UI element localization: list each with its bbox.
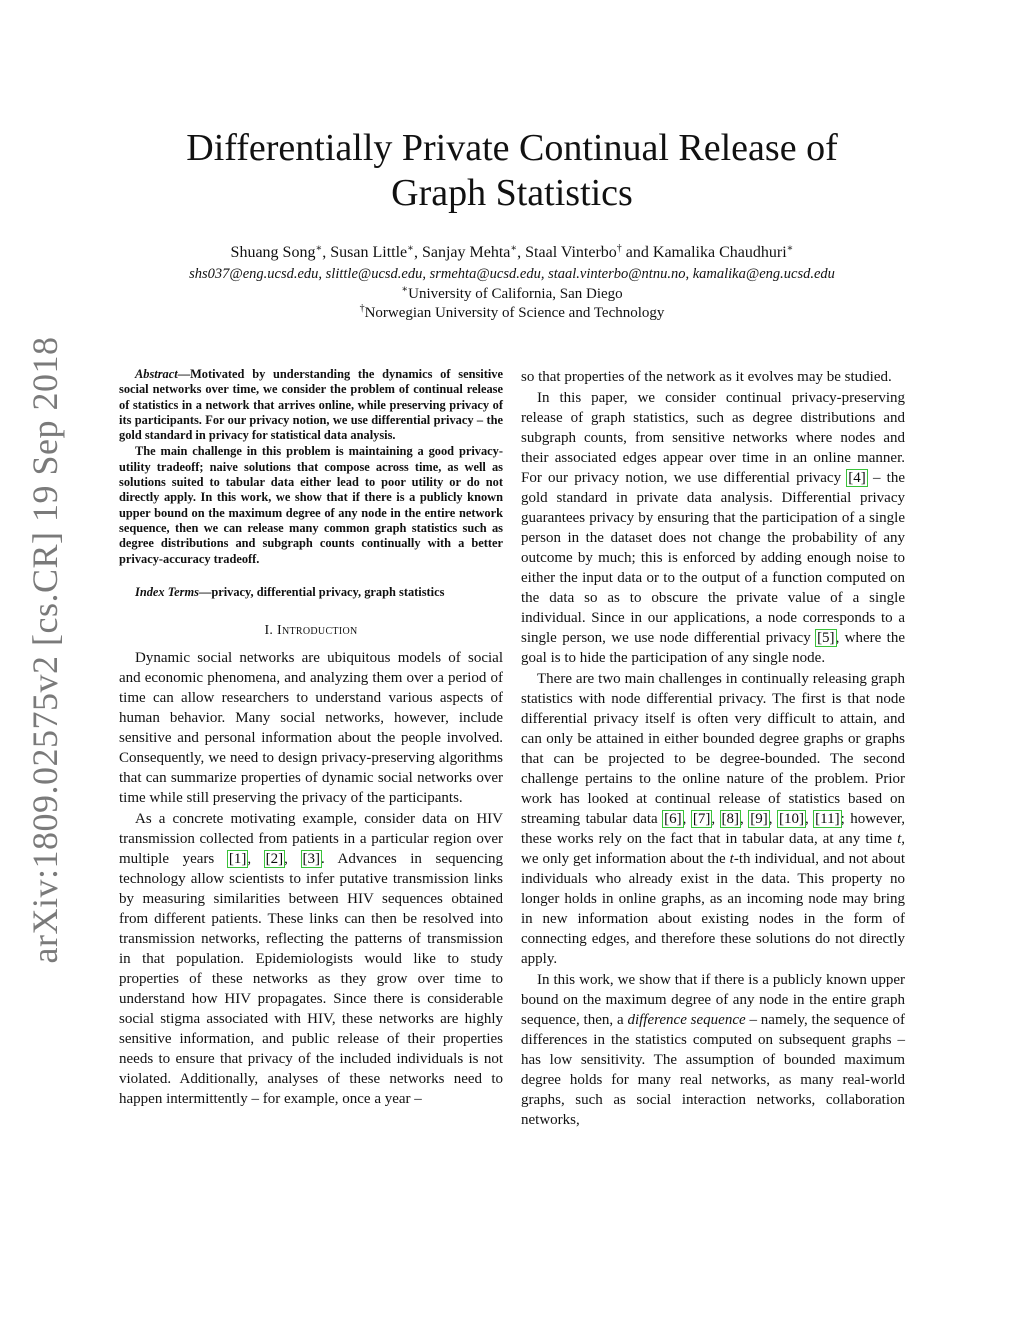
separator: , xyxy=(740,811,750,827)
arxiv-sidebar-identifier xyxy=(22,336,68,964)
abstract-paragraph-1 xyxy=(119,367,503,443)
intro-paragraph-5 xyxy=(521,970,905,1130)
separator: , xyxy=(682,811,692,827)
title-line-2: Graph Statistics xyxy=(391,172,633,214)
intro-paragraph-4 xyxy=(521,669,905,969)
left-column xyxy=(119,367,503,1109)
index-terms xyxy=(119,585,503,600)
title-line-1: Differentially Private Continual Release of xyxy=(186,127,838,169)
citation-link[interactable]: [9] xyxy=(750,811,768,827)
section-heading-introduction xyxy=(119,622,503,640)
paragraph-text: ; however, these works rely on the fact that in tabular data, at any time xyxy=(521,811,906,847)
emphasis-term: difference sequence xyxy=(627,1012,746,1028)
affiliation-text: Norwegian University of Science and Technology xyxy=(364,305,665,321)
paragraph-text: . Advances in sequencing technology allow scientists to infer putative transmission links by measuring similarities between HIV sequences obtained from different patients. These links can then be resolved into transmission networks, reflecting the patterns of transmission in that population. Epidemiologists would like to study properties of these networks as they grow over time to understand how HIV propagates. Since there is considerable social stigma associated with HIV, these networks are highly sensitive information, and public release of their properties needs to ensure that privacy of the included individuals is not violated. Additionally, analyses of these networks need to happen intermittently – for example, once a year – xyxy=(119,851,503,1108)
right-column xyxy=(521,367,905,1130)
arxiv-id-text: arXiv:1809.02575v2 [cs.CR] 19 Sep 2018 xyxy=(25,336,65,964)
citation-link[interactable]: [5] xyxy=(817,630,835,646)
separator: , xyxy=(517,244,526,261)
paragraph-text: In this work, we show that if there is a publicly known upper bound on the maximum degree of any node in the entire graph sequence, then, a xyxy=(521,972,905,1028)
citation-link[interactable]: [6] xyxy=(664,811,682,827)
paragraph-text: , we only get information about the xyxy=(521,831,905,867)
abstract-label: Abstract xyxy=(135,367,178,381)
affiliation-2 xyxy=(80,304,944,323)
intro-paragraph-1: Dynamic social networks are ubiquitous models of social and economic phenomena, and analyzing them over a period of time can allow researchers to understand various aspects of human behavior. Many social networks, however, include sensitive and personal information about the people involved. Consequently, we need to design privacy-preserving algorithms that can summarize properties of dynamic social networks over time while still preserving the privacy of the participants. xyxy=(119,650,503,807)
affiliation-1 xyxy=(80,285,944,304)
separator: , xyxy=(711,811,721,827)
abstract-text: —Motivated by understanding the dynamics of sensitive social networks over time, we consider the problem of continual release of statistics in a network that arrives online, while preserving privacy of its participants. For our privacy notion, we use differential privacy – the gold standard in privacy for statistical data analysis. xyxy=(119,367,503,443)
citation-link[interactable]: [1] xyxy=(228,851,247,868)
author-name: Susan Little xyxy=(330,244,408,261)
intro-paragraph-2 xyxy=(119,809,503,1109)
abstract-paragraph-2: The main challenge in this problem is maintaining a good privacy-utility tradeoff; naive solutions that compose across time, as well as solutions suited to tabular data either lead to poor utility or do not directly apply. In this work, we show that if there is a publicly known upper bound on the maximum degree of any node in the entire network sequence, then we can release many common graph statistics such as degree distributions and subgraph counts continually with a better privacy-accuracy tradeoff. xyxy=(119,444,503,566)
paragraph-text: There are two main challenges in continually releasing graph statistics with node differential privacy. The first is that node differential privacy itself is often very difficult to attain, and can only be attained in either bounded degree graphs or graphs that can be projected to be degree-bounded. The second challenge pertains to the online nature of the problem. Prior work has looked at continual release of statistics based on streaming tabular data xyxy=(521,671,905,827)
citation-link[interactable]: [7] xyxy=(692,811,711,827)
index-terms-label: Index Terms xyxy=(135,584,199,599)
affiliation-mark: † xyxy=(359,303,365,314)
author-name: Shuang Song xyxy=(230,244,316,261)
affiliation-mark: ∗ xyxy=(510,243,518,254)
separator: , xyxy=(413,244,422,261)
intro-paragraph-continued: so that properties of the network as it evolves may be studied. xyxy=(521,369,892,385)
section-title: Introduction xyxy=(277,623,358,639)
math-variable: t xyxy=(729,851,734,867)
citation-link[interactable]: [4] xyxy=(848,470,866,486)
paragraph-text: -th individual, and not about individuals who already exist in the data. This property no longer holds in online graphs, as an incoming node may bring in new information about existing nodes in the form of connecting edges, and therefore these solutions do not directly apply. xyxy=(521,851,906,967)
affiliation-mark: † xyxy=(616,243,622,254)
paragraph-text: In this paper, we consider continual privacy-preserving release of graph statistics, such as degree distributions and subgraph counts, from sensitive networks where nodes and their associated edges appear over time in an online manner. For our privacy notion, we use differential privacy xyxy=(521,390,905,486)
citation-link[interactable]: [3] xyxy=(302,851,321,868)
intro-paragraph-3 xyxy=(521,388,905,668)
affiliation-mark: ∗ xyxy=(315,243,323,254)
separator: , xyxy=(768,811,778,827)
citation-link[interactable]: [8] xyxy=(721,811,740,827)
citation-link[interactable]: [11] xyxy=(815,811,840,827)
author-emails: shs037@eng.ucsd.edu, slittle@ucsd.edu, srmehta@ucsd.edu, staal.vinterbo@ntnu.no, kamalika@eng.ucsd.edu xyxy=(189,266,835,282)
section-number: I. xyxy=(264,623,278,639)
affiliation-mark: ∗ xyxy=(407,243,414,254)
separator: , xyxy=(322,244,331,261)
separator: , xyxy=(247,851,265,868)
paper-title xyxy=(100,126,924,216)
author-name: Staal Vinterbo xyxy=(525,244,617,261)
affiliation-mark: ∗ xyxy=(786,243,794,254)
affiliation-mark: ∗ xyxy=(401,284,409,295)
separator: and xyxy=(621,244,653,261)
separator: , xyxy=(284,851,302,868)
math-variable: t xyxy=(897,831,902,847)
paragraph-text: – the gold standard in private data analysis. Differential privacy guarantees privacy by ensuring that the participation of a single person in the dataset does not change the probability of any outcome by much; this is enforced by adding enough noise to either the input data or to the output of a function computed on the data so as to obscure the private value of a single individual. Since in our applications, a node corresponds to a single person, we use node differential privacy xyxy=(521,470,905,646)
separator: , xyxy=(804,811,815,827)
paragraph-text: , where the goal is to hide the participation of any single node. xyxy=(521,630,905,666)
citation-link[interactable]: [10] xyxy=(778,811,804,827)
affiliation-text: University of California, San Diego xyxy=(408,286,623,302)
paragraph-text: – namely, the sequence of differences in the statistics computed on subsequent graphs – has low sensitivity. The assumption of bounded maximum degree holds for many real networks, as many real-world graphs, such as social interaction networks, collaboration networks, xyxy=(521,1012,906,1128)
citation-link[interactable]: [2] xyxy=(265,851,284,868)
index-terms-text: —privacy, differential privacy, graph statistics xyxy=(198,584,445,599)
author-name: Sanjay Mehta xyxy=(421,244,511,261)
paragraph-text: As a concrete motivating example, consider data on HIV transmission collected from patients in a particular region over multiple years xyxy=(119,811,503,868)
author-name: Kamalika Chaudhuri xyxy=(652,244,787,261)
author-list xyxy=(80,243,944,263)
